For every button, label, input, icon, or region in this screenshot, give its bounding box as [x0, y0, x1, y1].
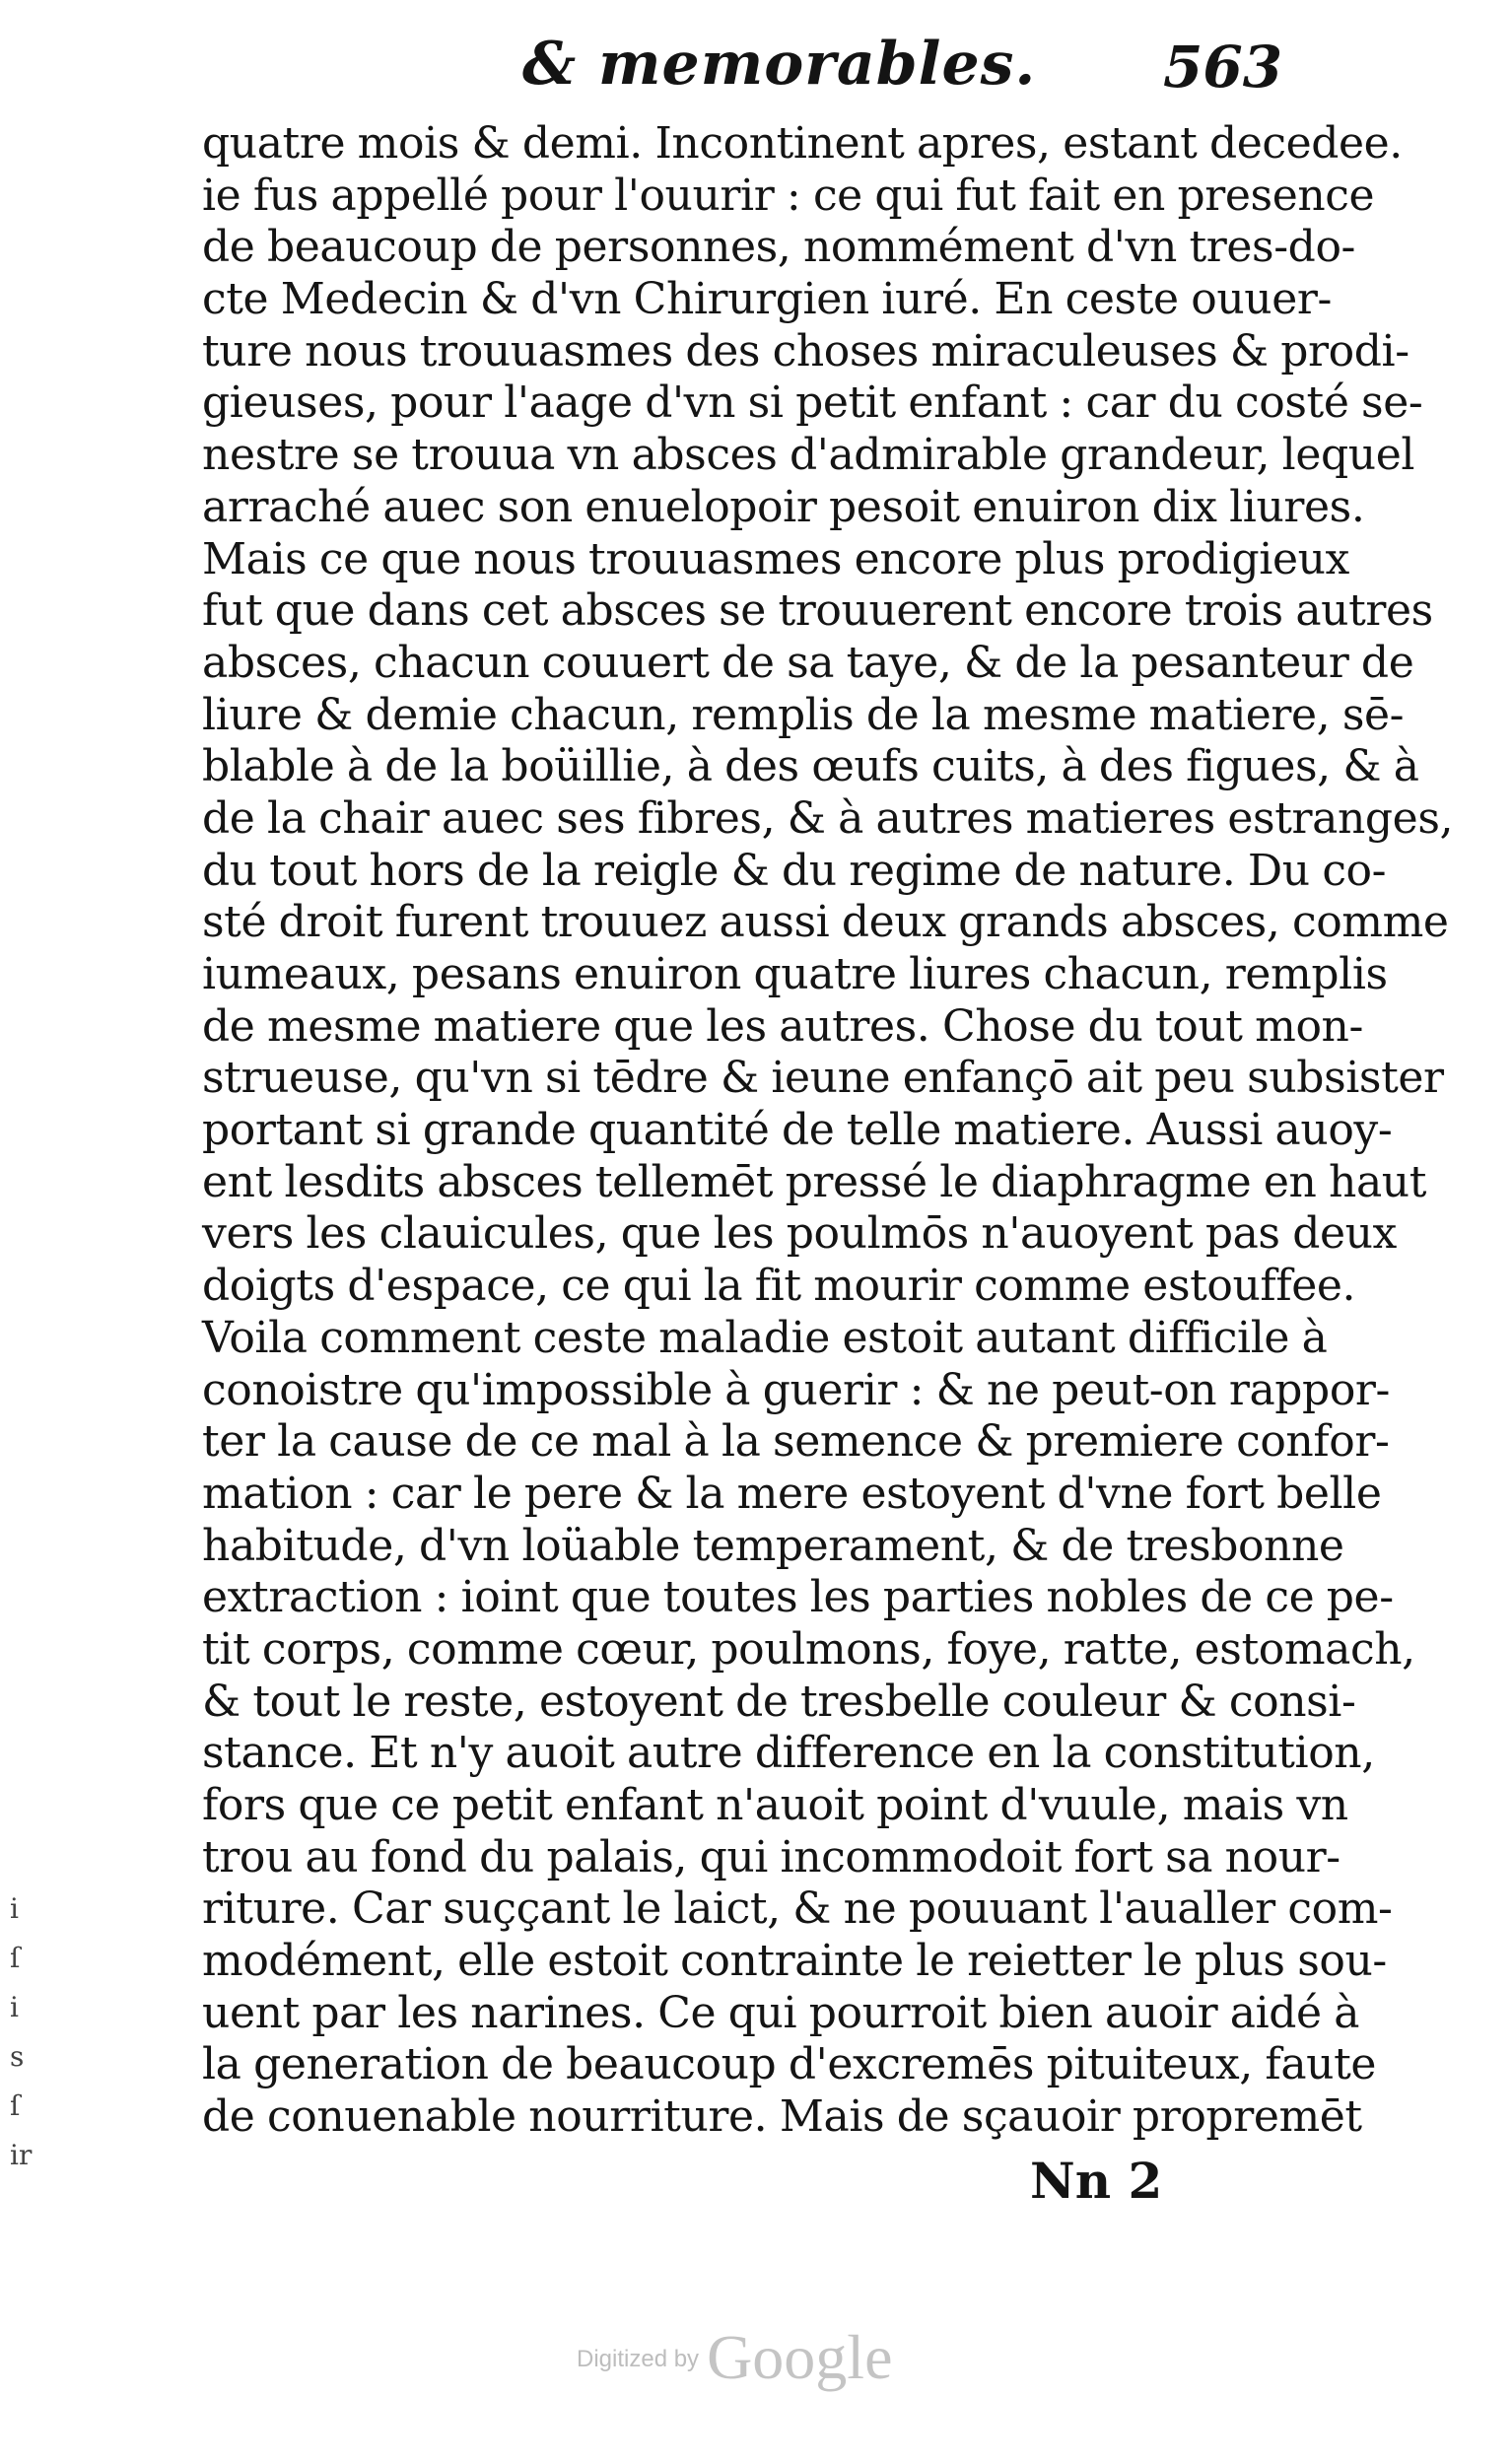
- google-logo: Google: [707, 2322, 893, 2392]
- text-line: Voila comment ceste maladie estoit autant difficile à: [202, 1312, 1328, 1363]
- watermark-prefix: Digitized by: [577, 2346, 700, 2372]
- text-line: strueuse, qu'vn si tēdre & ieune enfançō ait peu subsister: [202, 1053, 1444, 1104]
- text-line: de beaucoup de personnes, nommément d'vn tres-do-: [202, 222, 1356, 273]
- text-line: de conuenable nourriture. Mais de sçauoir propremēt: [202, 2091, 1362, 2143]
- text-line: & tout le reste, estoyent de tresbelle couleur & consi-: [202, 1676, 1356, 1727]
- text-line: trou au fond du palais, qui incommodoit fort sa nour-: [202, 1831, 1340, 1882]
- text-line: iumeaux, pesans enuiron quatre liures chacun, remplis: [202, 949, 1388, 999]
- text-line: ie fus appellé pour l'ouurir : ce qui fut fait en presence: [202, 170, 1375, 221]
- text-line: ent lesdits absces tellemēt pressé le diaphragme en haut: [202, 1156, 1427, 1207]
- text-line: arraché auec son enuelopoir pesoit enuiron dix liures.: [202, 481, 1365, 532]
- page-number: 563: [1163, 34, 1283, 101]
- text-line: blable à de la boüillie, à des œufs cuits, à des figues, & à: [202, 741, 1419, 792]
- text-line: stance. Et n'y auoit autre difference en la constitution,: [202, 1728, 1375, 1779]
- text-line: du tout hors de la reigle & du regime de nature. Du co-: [202, 845, 1387, 896]
- margin-mark: ſ: [10, 2089, 21, 2122]
- text-line: uent par les narines. Ce qui pourroit bien auoir aidé à: [202, 1987, 1360, 2038]
- margin-mark: ſ: [10, 1942, 21, 1974]
- text-line: vers les clauicules, que les poulmōs n'auoyent pas deux: [202, 1208, 1397, 1260]
- text-line: gieuses, pour l'aage d'vn si petit enfant : car du costé se-: [202, 377, 1423, 429]
- text-line: la generation de beaucoup d'excremēs pituiteux, faute: [202, 2039, 1377, 2090]
- margin-mark: ir: [10, 2139, 33, 2171]
- text-line: portant si grande quantité de telle matiere. Aussi auoy-: [202, 1105, 1393, 1156]
- text-line: doigts d'espace, ce qui la fit mourir comme estouffee.: [202, 1261, 1356, 1312]
- text-line: ture nous trouuasmes des choses miraculeuses & prodi-: [202, 325, 1409, 376]
- text-line: liure & demie chacun, remplis de la mesme matiere, sē-: [202, 689, 1405, 740]
- digitized-watermark: [577, 2321, 892, 2394]
- text-line: fut que dans cet absces se trouuerent encore trois autres: [202, 585, 1433, 637]
- text-line: de mesme matiere que les autres. Chose du tout mon-: [202, 1000, 1363, 1052]
- text-line: absces, chacun couuert de sa taye, & de la pesanteur de: [202, 637, 1414, 688]
- body-text: [202, 118, 1454, 2144]
- margin-mark: s: [10, 2040, 25, 2073]
- text-line: cte Medecin & d'vn Chirurgien iuré. En ceste ouuer-: [202, 274, 1332, 325]
- text-line: habitude, d'vn loüable temperament, & de tresbonne: [202, 1520, 1344, 1571]
- text-line: quatre mois & demi. Incontinent apres, estant decedee.: [202, 118, 1403, 169]
- left-margin-bleed-through: [10, 1892, 49, 2188]
- signature-mark: Nn 2: [1030, 2152, 1163, 2210]
- text-line: extraction : ioint que toutes les parties nobles de ce pe-: [202, 1572, 1394, 1623]
- text-line: riture. Car suççant le laict, & ne pouuant l'aualler com-: [202, 1883, 1393, 1935]
- text-line: mation : car le pere & la mere estoyent d'vne fort belle: [202, 1468, 1382, 1519]
- text-line: Mais ce que nous trouuasmes encore plus prodigieux: [202, 533, 1349, 584]
- margin-mark: i: [10, 1991, 19, 2023]
- margin-mark: i: [10, 1892, 19, 1925]
- text-line: de la chair auec ses fibres, & à autres matieres estranges,: [202, 792, 1454, 844]
- text-line: sté droit furent trouuez aussi deux grands absces, comme: [202, 897, 1449, 948]
- text-line: conoistre qu'impossible à guerir : & ne peut-on rappor-: [202, 1364, 1391, 1415]
- text-line: nestre se trouua vn absces d'admirable grandeur, lequel: [202, 430, 1415, 481]
- text-line: modément, elle estoit contrainte le reietter le plus sou-: [202, 1936, 1387, 1987]
- running-title: & memorables.: [522, 30, 1037, 99]
- text-line: fors que ce petit enfant n'auoit point d'vuule, mais vn: [202, 1780, 1348, 1830]
- text-line: ter la cause de ce mal à la semence & premiere confor-: [202, 1416, 1390, 1468]
- text-line: tit corps, comme cœur, poulmons, foye, ratte, estomach,: [202, 1623, 1415, 1675]
